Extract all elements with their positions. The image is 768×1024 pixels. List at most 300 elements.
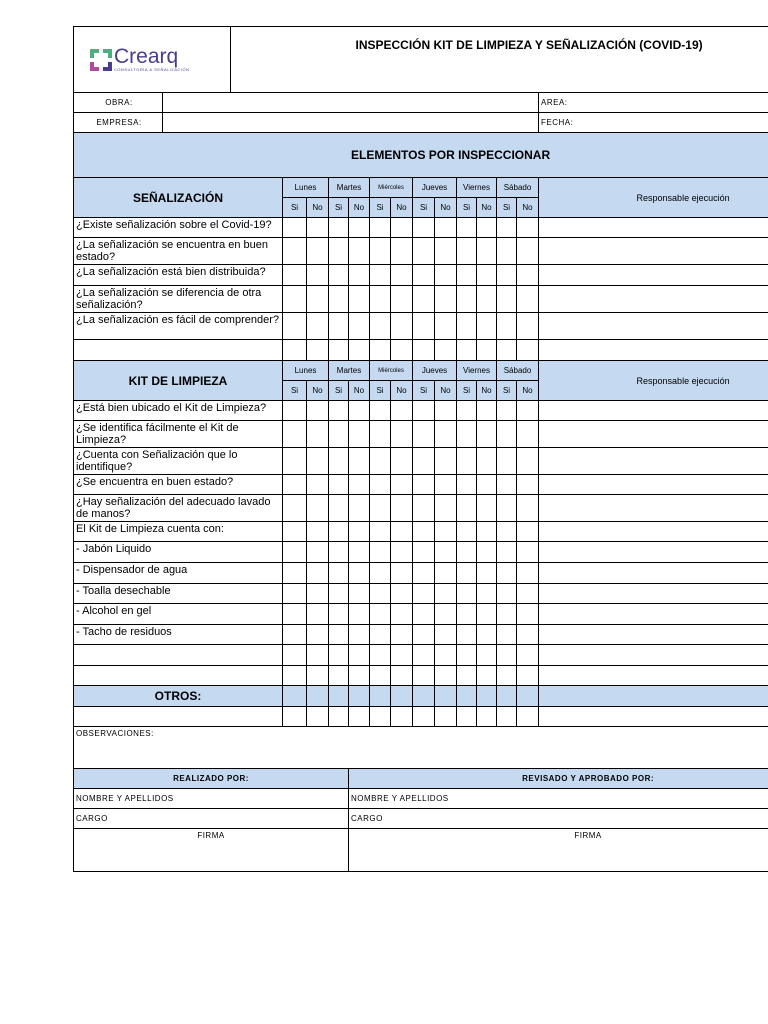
no-checkbox-cell[interactable]: [391, 421, 413, 448]
no-checkbox-cell[interactable]: [307, 604, 329, 625]
si-checkbox-cell[interactable]: [283, 286, 307, 313]
si-checkbox-cell[interactable]: [370, 218, 391, 238]
no-checkbox-cell[interactable]: [477, 238, 497, 265]
si-checkbox-cell[interactable]: [413, 625, 435, 645]
si-checkbox-cell[interactable]: [457, 475, 477, 495]
no-checkbox-cell[interactable]: [477, 313, 497, 340]
si-checkbox-cell[interactable]: [370, 313, 391, 340]
empresa-field[interactable]: [163, 113, 539, 133]
no-checkbox-cell[interactable]: [349, 604, 370, 625]
no-checkbox-cell[interactable]: [349, 401, 370, 421]
no-checkbox-cell[interactable]: [435, 313, 457, 340]
responsable-cell[interactable]: [539, 495, 768, 522]
si-checkbox-cell[interactable]: [329, 265, 349, 286]
si-checkbox-cell[interactable]: [413, 448, 435, 475]
no-checkbox-cell[interactable]: [477, 475, 497, 495]
si-checkbox-cell[interactable]: [457, 625, 477, 645]
no-checkbox-cell[interactable]: [349, 475, 370, 495]
no-checkbox-cell[interactable]: [307, 475, 329, 495]
no-checkbox-cell[interactable]: [477, 604, 497, 625]
question-text: ¿La señalización es fácil de comprender?: [74, 313, 283, 340]
logo-text: Crearq: [114, 45, 179, 68]
si-checkbox-cell[interactable]: [497, 563, 517, 584]
no-checkbox-cell[interactable]: [307, 563, 329, 584]
no-checkbox-cell[interactable]: [349, 286, 370, 313]
si-header: Si: [283, 381, 307, 401]
no-checkbox-cell[interactable]: [477, 401, 497, 421]
no-header: No: [477, 198, 497, 218]
no-checkbox-cell[interactable]: [517, 421, 539, 448]
no-checkbox-cell[interactable]: [307, 625, 329, 645]
no-checkbox-cell[interactable]: [391, 286, 413, 313]
si-header: Si: [497, 198, 517, 218]
realizado-firma-field[interactable]: [74, 829, 349, 872]
no-checkbox-cell[interactable]: [517, 625, 539, 645]
si-checkbox-cell[interactable]: [497, 238, 517, 265]
senalizacion-rows: [74, 218, 768, 340]
si-checkbox-cell[interactable]: [283, 563, 307, 584]
question-text: - Jabón Liquido: [74, 542, 283, 563]
si-checkbox-cell[interactable]: [457, 542, 477, 563]
si-checkbox-cell[interactable]: [413, 238, 435, 265]
responsable-cell[interactable]: [539, 625, 768, 645]
si-checkbox-cell[interactable]: [497, 584, 517, 604]
no-checkbox-cell[interactable]: [349, 495, 370, 522]
si-checkbox-cell[interactable]: [283, 495, 307, 522]
si-checkbox-cell[interactable]: [457, 604, 477, 625]
day-jueves: Jueves: [413, 178, 457, 198]
no-checkbox-cell[interactable]: [307, 448, 329, 475]
day-martes: Martes: [329, 361, 370, 381]
si-checkbox-cell[interactable]: [457, 286, 477, 313]
no-checkbox-cell[interactable]: [391, 265, 413, 286]
responsable-cell[interactable]: [539, 448, 768, 475]
no-checkbox-cell[interactable]: [307, 218, 329, 238]
question-row: [74, 522, 768, 542]
no-checkbox-cell[interactable]: [435, 542, 457, 563]
no-checkbox-cell[interactable]: [435, 475, 457, 495]
no-checkbox-cell[interactable]: [391, 448, 413, 475]
question-row: [74, 286, 768, 313]
si-checkbox-cell[interactable]: [329, 286, 349, 313]
inspection-grid: [73, 26, 768, 872]
si-checkbox-cell[interactable]: [329, 313, 349, 340]
si-checkbox-cell[interactable]: [497, 401, 517, 421]
si-checkbox-cell[interactable]: [413, 265, 435, 286]
si-checkbox-cell[interactable]: [283, 238, 307, 265]
si-header: Si: [457, 198, 477, 218]
si-checkbox-cell[interactable]: [497, 542, 517, 563]
si-checkbox-cell[interactable]: [329, 401, 349, 421]
si-checkbox-cell[interactable]: [497, 625, 517, 645]
question-text: ¿La señalización se encuentra en buen estado?: [74, 238, 283, 265]
si-checkbox-cell[interactable]: [283, 604, 307, 625]
question-row: [74, 475, 768, 495]
responsable-cell[interactable]: [539, 542, 768, 563]
question-text: - Toalla desechable: [74, 584, 283, 604]
responsable-cell[interactable]: [539, 238, 768, 265]
si-checkbox-cell[interactable]: [370, 238, 391, 265]
si-checkbox-cell[interactable]: [283, 218, 307, 238]
responsable-cell[interactable]: [539, 584, 768, 604]
question-row: [74, 265, 768, 286]
no-checkbox-cell[interactable]: [307, 313, 329, 340]
no-checkbox-cell[interactable]: [307, 495, 329, 522]
question-text: - Tacho de residuos: [74, 625, 283, 645]
no-checkbox-cell[interactable]: [391, 401, 413, 421]
no-checkbox-cell[interactable]: [391, 495, 413, 522]
no-checkbox-cell[interactable]: [349, 584, 370, 604]
otros-field[interactable]: [74, 707, 283, 727]
day-sabado: Sábado: [497, 361, 539, 381]
day-miercoles: Miércoles: [370, 361, 413, 381]
si-checkbox-cell[interactable]: [370, 584, 391, 604]
no-checkbox-cell[interactable]: [349, 218, 370, 238]
observaciones-field[interactable]: [74, 727, 768, 769]
si-checkbox-cell[interactable]: [457, 265, 477, 286]
si-checkbox-cell[interactable]: [497, 604, 517, 625]
senalizacion-title: SEÑALIZACIÓN: [74, 178, 283, 218]
question-row: [74, 604, 768, 625]
si-checkbox-cell[interactable]: [370, 401, 391, 421]
no-checkbox-cell[interactable]: [435, 448, 457, 475]
no-checkbox-cell[interactable]: [307, 522, 329, 542]
no-checkbox-cell[interactable]: [517, 218, 539, 238]
si-checkbox-cell[interactable]: [283, 584, 307, 604]
question-row: [74, 625, 768, 645]
no-checkbox-cell[interactable]: [477, 495, 497, 522]
si-checkbox-cell[interactable]: [329, 238, 349, 265]
no-checkbox-cell[interactable]: [349, 563, 370, 584]
si-checkbox-cell[interactable]: [370, 625, 391, 645]
no-checkbox-cell[interactable]: [435, 584, 457, 604]
si-checkbox-cell[interactable]: [329, 495, 349, 522]
no-checkbox-cell[interactable]: [391, 522, 413, 542]
si-checkbox-cell[interactable]: [497, 313, 517, 340]
no-checkbox-cell[interactable]: [517, 401, 539, 421]
no-checkbox-cell[interactable]: [477, 522, 497, 542]
no-checkbox-cell[interactable]: [391, 238, 413, 265]
si-checkbox-cell[interactable]: [370, 542, 391, 563]
question-text: ¿La señalización se diferencia de otra señalización?: [74, 286, 283, 313]
no-checkbox-cell[interactable]: [435, 238, 457, 265]
responsable-cell[interactable]: [539, 313, 768, 340]
si-header: Si: [413, 381, 435, 401]
si-checkbox-cell[interactable]: [497, 475, 517, 495]
day-sabado: Sábado: [497, 178, 539, 198]
area-label[interactable]: AREA:: [539, 93, 768, 113]
si-checkbox-cell[interactable]: [457, 238, 477, 265]
no-checkbox-cell[interactable]: [477, 265, 497, 286]
question-row: [74, 421, 768, 448]
responsable-header: Responsable ejecución: [539, 178, 768, 218]
si-checkbox-cell[interactable]: [497, 522, 517, 542]
si-checkbox-cell[interactable]: [370, 522, 391, 542]
si-checkbox-cell[interactable]: [457, 218, 477, 238]
blank-row: [74, 340, 768, 361]
responsable-cell[interactable]: [539, 604, 768, 625]
si-checkbox-cell[interactable]: [283, 475, 307, 495]
revisado-label: REVISADO Y APROBADO POR:: [349, 769, 768, 789]
blank-row: [74, 645, 768, 666]
fecha-label[interactable]: FECHA:: [539, 113, 768, 133]
si-checkbox-cell[interactable]: [370, 604, 391, 625]
no-checkbox-cell[interactable]: [391, 218, 413, 238]
day-lunes: Lunes: [283, 361, 329, 381]
si-checkbox-cell[interactable]: [370, 495, 391, 522]
si-checkbox-cell[interactable]: [413, 542, 435, 563]
si-checkbox-cell[interactable]: [329, 604, 349, 625]
si-checkbox-cell[interactable]: [413, 401, 435, 421]
no-checkbox-cell[interactable]: [517, 542, 539, 563]
si-checkbox-cell[interactable]: [370, 286, 391, 313]
form-title: INSPECCIÓN KIT DE LIMPIEZA Y SEÑALIZACIÓN (COVID-19): [231, 27, 768, 93]
no-checkbox-cell[interactable]: [435, 265, 457, 286]
no-checkbox-cell[interactable]: [435, 401, 457, 421]
day-viernes: Viernes: [457, 178, 497, 198]
revisado-nombre-field[interactable]: [349, 789, 768, 809]
si-checkbox-cell[interactable]: [457, 495, 477, 522]
no-checkbox-cell[interactable]: [349, 265, 370, 286]
no-checkbox-cell[interactable]: [477, 448, 497, 475]
cargo-label: CARGO: [76, 814, 108, 823]
si-checkbox-cell[interactable]: [370, 448, 391, 475]
realizado-cargo-field[interactable]: [74, 809, 349, 829]
si-checkbox-cell[interactable]: [283, 401, 307, 421]
si-checkbox-cell[interactable]: [329, 625, 349, 645]
empresa-label: EMPRESA:: [74, 113, 163, 133]
si-checkbox-cell[interactable]: [497, 495, 517, 522]
si-checkbox-cell[interactable]: [329, 448, 349, 475]
question-row: [74, 584, 768, 604]
no-checkbox-cell[interactable]: [517, 495, 539, 522]
si-checkbox-cell[interactable]: [457, 584, 477, 604]
no-header: No: [517, 381, 539, 401]
responsable-cell[interactable]: [539, 286, 768, 313]
si-checkbox-cell[interactable]: [413, 522, 435, 542]
no-checkbox-cell[interactable]: [517, 604, 539, 625]
obra-label: OBRA:: [74, 93, 163, 113]
no-header: No: [435, 381, 457, 401]
si-checkbox-cell[interactable]: [457, 421, 477, 448]
si-header: Si: [370, 198, 391, 218]
si-checkbox-cell[interactable]: [329, 421, 349, 448]
no-header: No: [477, 381, 497, 401]
si-checkbox-cell[interactable]: [457, 522, 477, 542]
firma-label: FIRMA: [197, 831, 225, 840]
si-checkbox-cell[interactable]: [457, 313, 477, 340]
responsable-cell[interactable]: [539, 475, 768, 495]
si-checkbox-cell[interactable]: [497, 286, 517, 313]
no-checkbox-cell[interactable]: [435, 625, 457, 645]
question-text: ¿Se identifica fácilmente el Kit de Limpieza?: [74, 421, 283, 448]
elements-title: ELEMENTOS POR INSPECCIONAR: [74, 133, 768, 178]
si-checkbox-cell[interactable]: [497, 265, 517, 286]
si-checkbox-cell[interactable]: [497, 218, 517, 238]
revisado-cargo-field[interactable]: [349, 809, 768, 829]
no-checkbox-cell[interactable]: [477, 584, 497, 604]
otros-title: OTROS:: [74, 686, 283, 707]
si-checkbox-cell[interactable]: [413, 604, 435, 625]
question-text: - Alcohol en gel: [74, 604, 283, 625]
si-checkbox-cell[interactable]: [370, 563, 391, 584]
no-header: No: [307, 198, 329, 218]
responsable-cell[interactable]: [539, 401, 768, 421]
cargo-label: CARGO: [351, 814, 383, 823]
si-checkbox-cell[interactable]: [413, 286, 435, 313]
day-martes: Martes: [329, 178, 370, 198]
no-checkbox-cell[interactable]: [517, 238, 539, 265]
no-checkbox-cell[interactable]: [435, 421, 457, 448]
si-header: Si: [370, 381, 391, 401]
no-checkbox-cell[interactable]: [349, 522, 370, 542]
question-row: [74, 401, 768, 421]
responsable-cell[interactable]: [539, 563, 768, 584]
no-checkbox-cell[interactable]: [517, 584, 539, 604]
crearq-logo-icon: [90, 49, 112, 71]
no-checkbox-cell[interactable]: [307, 401, 329, 421]
si-checkbox-cell[interactable]: [457, 563, 477, 584]
no-checkbox-cell[interactable]: [391, 604, 413, 625]
si-checkbox-cell[interactable]: [413, 475, 435, 495]
day-lunes: Lunes: [283, 178, 329, 198]
si-header: Si: [413, 198, 435, 218]
day-miercoles: Miércoles: [370, 178, 413, 198]
no-checkbox-cell[interactable]: [517, 265, 539, 286]
question-row: [74, 563, 768, 584]
si-checkbox-cell[interactable]: [329, 563, 349, 584]
blank-row: [74, 666, 768, 686]
no-header: No: [349, 198, 370, 218]
si-checkbox-cell[interactable]: [370, 265, 391, 286]
no-checkbox-cell[interactable]: [391, 313, 413, 340]
si-checkbox-cell[interactable]: [283, 448, 307, 475]
question-text: El Kit de Limpieza cuenta con:: [74, 522, 283, 542]
no-checkbox-cell[interactable]: [391, 542, 413, 563]
no-checkbox-cell[interactable]: [517, 522, 539, 542]
si-checkbox-cell[interactable]: [413, 584, 435, 604]
no-checkbox-cell[interactable]: [307, 238, 329, 265]
no-checkbox-cell[interactable]: [307, 421, 329, 448]
no-checkbox-cell[interactable]: [391, 475, 413, 495]
no-header: No: [391, 381, 413, 401]
no-checkbox-cell[interactable]: [517, 448, 539, 475]
responsable-cell[interactable]: [539, 218, 768, 238]
no-checkbox-cell[interactable]: [349, 421, 370, 448]
si-checkbox-cell[interactable]: [370, 421, 391, 448]
no-checkbox-cell[interactable]: [435, 522, 457, 542]
no-checkbox-cell[interactable]: [349, 313, 370, 340]
question-text: ¿Hay señalización del adecuado lavado de manos?: [74, 495, 283, 522]
si-checkbox-cell[interactable]: [329, 584, 349, 604]
question-row: [74, 448, 768, 475]
si-checkbox-cell[interactable]: [413, 495, 435, 522]
obra-field[interactable]: [163, 93, 539, 113]
no-checkbox-cell[interactable]: [517, 286, 539, 313]
si-header: Si: [329, 198, 349, 218]
no-checkbox-cell[interactable]: [307, 286, 329, 313]
no-checkbox-cell[interactable]: [391, 584, 413, 604]
no-checkbox-cell[interactable]: [435, 563, 457, 584]
no-checkbox-cell[interactable]: [391, 563, 413, 584]
responsable-header: Responsable ejecución: [539, 361, 768, 401]
no-checkbox-cell[interactable]: [307, 542, 329, 563]
no-checkbox-cell[interactable]: [349, 238, 370, 265]
si-checkbox-cell[interactable]: [413, 563, 435, 584]
revisado-firma-field[interactable]: [349, 829, 768, 872]
observaciones-label: OBSERVACIONES:: [76, 729, 154, 738]
no-checkbox-cell[interactable]: [349, 542, 370, 563]
si-checkbox-cell[interactable]: [329, 475, 349, 495]
no-checkbox-cell[interactable]: [517, 475, 539, 495]
no-checkbox-cell[interactable]: [477, 218, 497, 238]
si-checkbox-cell[interactable]: [329, 542, 349, 563]
si-checkbox-cell[interactable]: [413, 218, 435, 238]
si-header: Si: [329, 381, 349, 401]
no-checkbox-cell[interactable]: [307, 584, 329, 604]
si-checkbox-cell[interactable]: [283, 421, 307, 448]
realizado-label: REALIZADO POR:: [74, 769, 349, 789]
no-checkbox-cell[interactable]: [477, 563, 497, 584]
si-checkbox-cell[interactable]: [283, 522, 307, 542]
si-checkbox-cell[interactable]: [370, 475, 391, 495]
si-header: Si: [283, 198, 307, 218]
responsable-cell[interactable]: [539, 421, 768, 448]
no-checkbox-cell[interactable]: [307, 265, 329, 286]
responsable-cell[interactable]: [539, 522, 768, 542]
nombre-label: NOMBRE Y APELLIDOS: [76, 794, 174, 803]
question-row: [74, 542, 768, 563]
no-checkbox-cell[interactable]: [435, 286, 457, 313]
si-checkbox-cell[interactable]: [497, 448, 517, 475]
no-checkbox-cell[interactable]: [349, 625, 370, 645]
firma-label: FIRMA: [574, 831, 602, 840]
si-header: Si: [497, 381, 517, 401]
question-text: - Dispensador de agua: [74, 563, 283, 584]
responsable-cell[interactable]: [539, 265, 768, 286]
no-checkbox-cell[interactable]: [477, 625, 497, 645]
no-checkbox-cell[interactable]: [435, 604, 457, 625]
si-header: Si: [457, 381, 477, 401]
si-checkbox-cell[interactable]: [413, 421, 435, 448]
si-checkbox-cell[interactable]: [283, 542, 307, 563]
form-sheet: [73, 26, 768, 872]
si-checkbox-cell[interactable]: [329, 522, 349, 542]
no-checkbox-cell[interactable]: [435, 218, 457, 238]
si-checkbox-cell[interactable]: [497, 421, 517, 448]
si-checkbox-cell[interactable]: [283, 625, 307, 645]
no-checkbox-cell[interactable]: [477, 421, 497, 448]
si-checkbox-cell[interactable]: [457, 448, 477, 475]
no-checkbox-cell[interactable]: [477, 286, 497, 313]
no-checkbox-cell[interactable]: [517, 563, 539, 584]
si-checkbox-cell[interactable]: [457, 401, 477, 421]
otros-row: [74, 707, 768, 727]
no-checkbox-cell[interactable]: [349, 448, 370, 475]
si-checkbox-cell[interactable]: [283, 265, 307, 286]
si-checkbox-cell[interactable]: [329, 218, 349, 238]
no-checkbox-cell[interactable]: [391, 625, 413, 645]
logo-subtitle: CONSULTORÍA & SEÑALIZACIÓN: [114, 67, 190, 72]
question-row: [74, 218, 768, 238]
si-checkbox-cell[interactable]: [283, 313, 307, 340]
si-checkbox-cell[interactable]: [413, 313, 435, 340]
no-checkbox-cell[interactable]: [435, 495, 457, 522]
realizado-nombre-field[interactable]: [74, 789, 349, 809]
no-checkbox-cell[interactable]: [517, 313, 539, 340]
no-checkbox-cell[interactable]: [477, 542, 497, 563]
no-header: No: [391, 198, 413, 218]
